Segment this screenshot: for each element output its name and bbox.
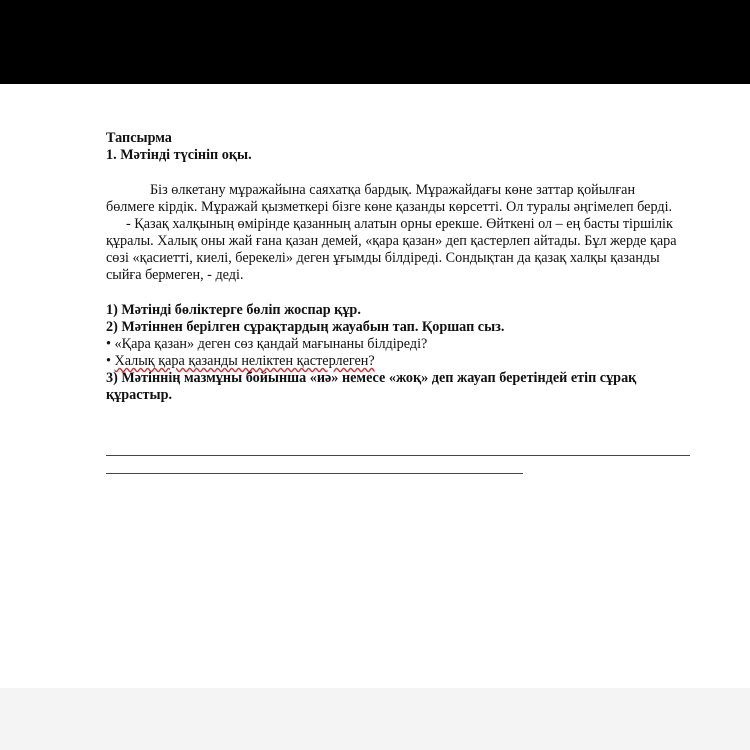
paragraph-2: - Қазақ халқының өмірінде қазанның алатын орны ерекше. Өйткені ол – ең басты тіршілік құралы. Халық оны жай ғана қазан демей, «қара қазан» деп қастерлеп айтады. Бұл жерде қара сөзі «қасиетті, киелі, берекелі» деген ұғымды білдіреді. Сондықтан да қазақ халқы қазанды сыйға бермеген, - деді. xyxy=(106,216,677,283)
heading: Тапсырма xyxy=(106,130,172,146)
bullet-2 xyxy=(106,353,686,370)
document-content xyxy=(106,130,686,404)
question-3: 3) Мәтіннің мазмұны бойынша «иә» немесе «жоқ» деп жауап беретіндей етіп сұрақ құрастыр. xyxy=(106,370,637,403)
answer-line-1[interactable] xyxy=(106,455,690,456)
task-title: 1. Мәтінді түсініп оқы. xyxy=(106,147,252,163)
question-2: 2) Мәтіннен берілген сұрақтардың жауабын тап. Қоршап сыз. xyxy=(106,319,505,335)
answer-line-2[interactable] xyxy=(106,473,523,474)
paragraph-1: Біз өлкетану мұражайына саяхатқа бардық. Мұражайдағы көне заттар қойылған бөлмеге кірдік. Мұражай қызметкері бізге көне қазанды көрсетті. Ол туралы әңгімелеп берді. xyxy=(106,182,673,215)
bullet-2-marker: • xyxy=(106,353,115,369)
bullet-2-text: Халық қара қазанды неліктен қастерлеген? xyxy=(114,353,375,369)
bullet-1: • «Қара қазан» деген сөз қандай мағынаны білдіреді? xyxy=(106,336,428,352)
question-1: 1) Мәтінді бөліктерге бөліп жоспар құр. xyxy=(106,302,361,318)
next-page-area xyxy=(0,688,750,750)
